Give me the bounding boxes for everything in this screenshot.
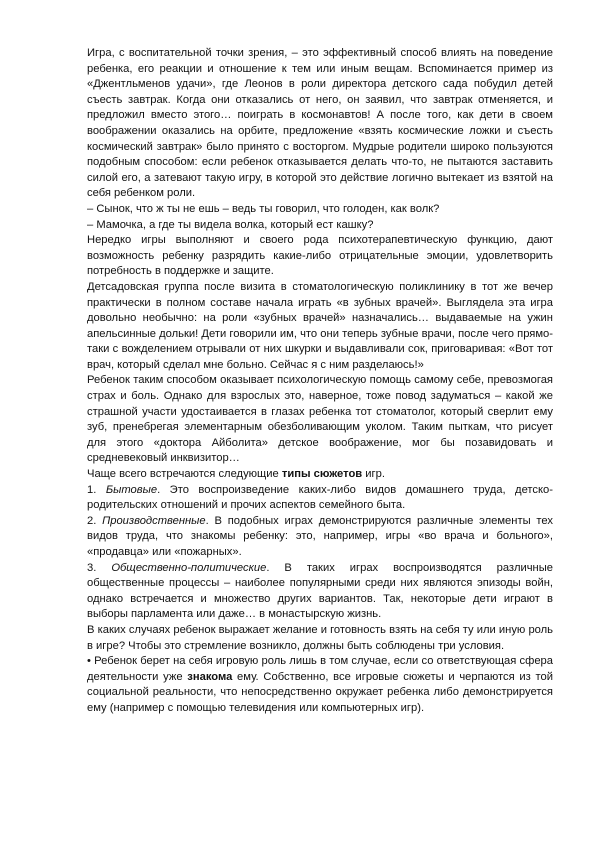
list-item — [87, 483, 553, 514]
paragraph — [87, 280, 553, 374]
text-run: 1. — [87, 483, 106, 496]
text-run: ему. Собственно, все игровые сюжеты и черпаются из той социальной реальности, что непосредственно окружает ребенка либо демонстрируется ему (например с помощью телевидения или компьютерных игр). — [87, 670, 553, 714]
document-page — [87, 46, 553, 717]
paragraph — [87, 623, 553, 654]
text-run: . В таких играх воспроизводятся различные общественные процессы – наиболее популярными среди них являются эпизоды войн, однако встречается и множество других вариантов. Так, некоторые дети играют в выборы парламента или даже… в монастырскую жизнь. — [87, 561, 553, 621]
text-run: В каких случаях ребенок выражает желание и готовность взять на себя ту или иную роль в игре? Чтобы это стремление возникло, должны быть соблюдены три условия. — [87, 623, 553, 652]
text-run: . Это воспроизведение каких-либо видов домашнего труда, детско-родительских отношений и прочих аспектов семейного быта. — [87, 483, 553, 512]
italic-term: Производственные — [102, 514, 206, 527]
dialogue-line — [87, 218, 553, 234]
paragraph — [87, 467, 553, 483]
list-item — [87, 514, 553, 561]
text-run: Детсадовская группа после визита в стоматологическую поликлинику в тот же вечер практически в полном составе начала играть «в зубных врачей». Выглядела эта игра довольно необычно: на роли «зубных врачей» назначались… выдаваемые на ужин апельсинные дольки! Дети говорили им, что они теперь зубные врачи, после чего прямо-таки с вожделением отрывали от них шкурки и выдавливали сок, приговаривая: «Вот тот врач, который сделал мне больно. Сейчас я с ним разделаюсь!» — [87, 280, 553, 371]
bold-term: знакома — [187, 670, 233, 683]
text-run: 2. — [87, 514, 103, 527]
text-run: – Сынок, что ж ты не ешь – ведь ты говорил, что голоден, как волк? — [87, 202, 440, 215]
dialogue-line — [87, 202, 553, 218]
paragraph — [87, 46, 553, 202]
bullet-item — [87, 654, 553, 716]
italic-term: Общественно-политические — [111, 561, 267, 574]
text-run: • Ребенок берет на себя игровую роль лишь в том случае, если со ответствующая сфера деятельности уже — [87, 655, 553, 683]
italic-term: Бытовые — [105, 483, 158, 496]
text-run: 3. — [87, 561, 112, 574]
text-run: Ребенок таким способом оказывает психологическую помощь самому себе, превозмогая страх и боль. Однако для взрослых это, наверное, тоже повод задуматься – какой же страшной участи удостаивается в глазах ребенка тот стоматолог, который сверлит ему зуб, пренебрегая элементарным обезболивающим уколом. Таким пыткам, что рисует для этого «доктора Айболита» детское воображение, мог бы позавидовать и средневековый инквизитор… — [87, 374, 553, 465]
text-run: Чаще всего встречаются следующие — [87, 468, 282, 481]
paragraph — [87, 373, 553, 467]
text-run: Игра, с воспитательной точки зрения, – это эффективный способ влиять на поведение ребенка, его реакции и отношение к тем или иным вещам. Вспоминается пример из «Джентльменов удачи», где Леонов в роли директора детского сада побудил детей съесть завтрак. Когда они отказались от него, он заявил, что завтрак отменяется, и предложил вместо этого… поиграть в космонавтов! А после того, как дети в своем воображении оказались на орбите, предложение «взять космические ложки и съесть космический завтрак» было принято с восторгом. Мудрые родители широко пользуются подобным способом: если ребенок отказывается делать что-то, не пытаются заставить силой его, а затевают такую игру, в которой это действие логично вытекает из взятой на себя ребенком роли. — [87, 47, 553, 200]
text-run: Нередко игры выполняют и своего рода психотерапевтическую функцию, дают возможность ребенку разрядить какие-либо отрицательные эмоции, удовлетворить потребность в поддержке и защите. — [87, 234, 553, 278]
text-run: – Мамочка, а где ты видела волка, который ест кашку? — [87, 218, 374, 231]
paragraph — [87, 233, 553, 280]
text-run: игр. — [362, 468, 385, 481]
text-run: . В подобных играх демонстрируются различные элементы тех видов труда, что знакомы ребенку: это, например, игры «во врача и больного», «продавца» или «пожарных». — [87, 514, 553, 558]
bold-term: типы сюжетов — [281, 468, 363, 481]
list-item — [87, 561, 553, 623]
